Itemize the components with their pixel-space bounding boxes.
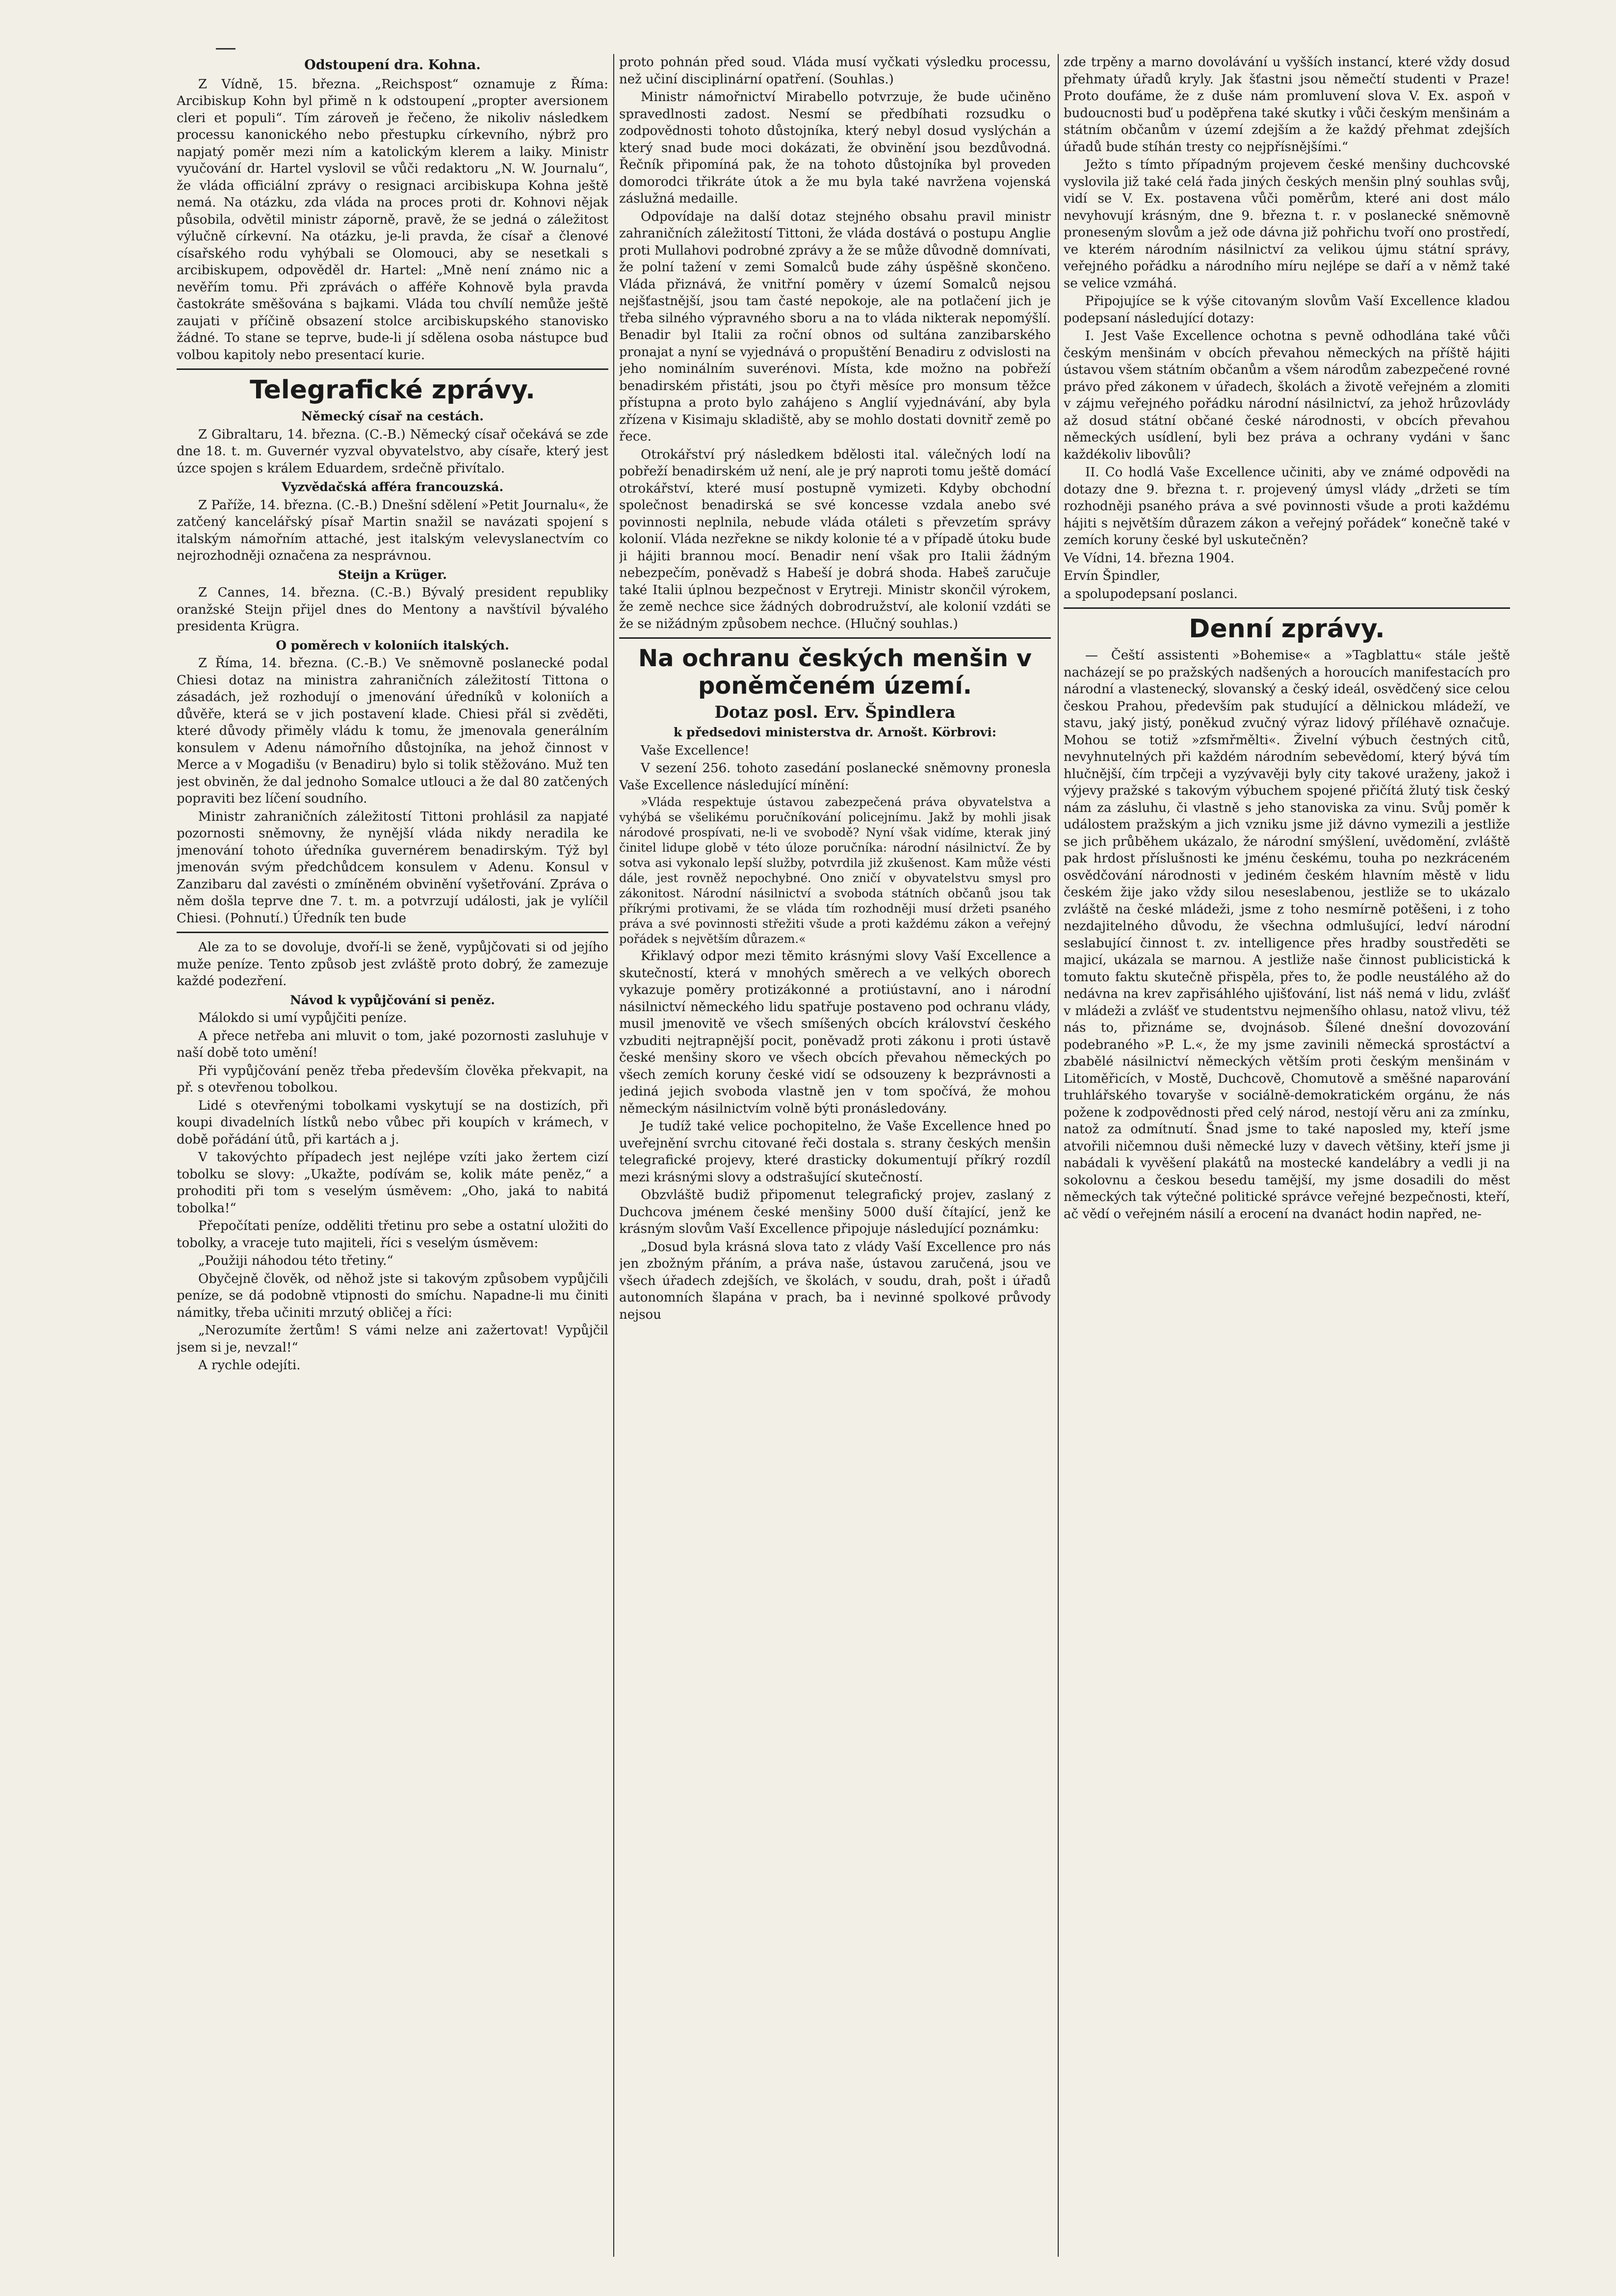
navod-paragraph: Lidé s otevřenými tobolkami vyskytují se na dostizích, při koupi divadelních lístků nebo vůbec při koupích v krámech, v době pořádání útů, při kartách a j. bbox=[177, 1098, 608, 1147]
navod-paragraph: Málokdo si umí vypůjčiti peníze. bbox=[198, 1011, 407, 1025]
heading-dotaz: Dotaz posl. Erv. Špindlera bbox=[714, 703, 956, 722]
heading-cisar: Německý císař na cestách. bbox=[301, 409, 484, 423]
navod-paragraph: A rychle odejíti. bbox=[198, 1358, 301, 1373]
article-kolonie-1: Z Říma, 14. března. (C.-B.) Ve sněmovně poslanecké podal Chiesi dotaz na ministra zahraničních záležitostí Tittona o zásadách, jež rozhodují o jmenování úředníků v koloniích a důvěře, která se v jich postavení klade. Chiesi přál si zvěděti, které důvody přiměly vládu k tomu, že jmenovala generálním konsulem v Adenu námořního důstojníka, na jehož činnost v Merce a v Mogadišu (v Benadiru) bylo si tolik stěžováno. Muž ten jest obviněn, že dal jednoho Somalce utlouci a že dal 80 zatčených popraviti bez líčení soudního. bbox=[177, 656, 608, 806]
column-3 bbox=[1064, 54, 1510, 2267]
article-kolonie-2: Ministr zahraničních záležitostí Tittoni prohlásil za napjaté pozornosti sněmovny, že nynější vláda nikdy neradila ke jmenování tohoto úředníka guvernérem benadirským. Týž byl jmenován svým předchůdcem konsulem v Adenu. Konsul v Zanzibaru dal zavésti o zmíněném obvinění vyšetřování. Zpráva o něm došla teprve dne 7. t. m. a potvrzují události, jak je vylíčil Chiesi. (Pohnutí.) Úředník ten bude bbox=[177, 809, 608, 926]
signature-name: Ervín Špindler, bbox=[1064, 569, 1161, 583]
signature-cosigners: a spolupodepsaní poslanci. bbox=[1064, 586, 1238, 601]
telegram-continued: zde trpěny a marno dovolávání u vyšších instancí, které vždy dosud přehmaty úřadů kryly. Jak šťastni jsou němečtí studenti v Praze! Proto doufáme, že z duše nám promluvení slova V. Ex. aspoň v budoucnosti buď u poděpřena také skutky i vůči českým menšinám a státním občanům v území zdejším a že každý přehmat zdejších úřadů bude stíhán tresty co nejpřísnějšími.“ bbox=[1064, 55, 1510, 155]
dotaz-date: Ve Vídni, 14. března 1904. bbox=[1064, 550, 1235, 566]
article-afera: Z Paříže, 14. března. (C.-B.) Dnešní sdělení »Petit Journalu«, že zatčený kancelářský písař Martin snažil se navázati spojení s italským námořním attaché, jest italským velevyslanectvím co nejrozhodněji označena za nesprávnou. bbox=[177, 497, 608, 563]
navod-paragraph: „Nerozumíte žertům! S vámi nelze ani zažertovat! Vypůjčil jsem si je, nevzal!“ bbox=[177, 1323, 608, 1355]
denni-article: — Čeští assistenti »Bohemise« a »Tagblattu« stále ještě nacházejí se po pražských nadšených a horoucích manifestacích pro národní a vlastenecký, slovanský a český ideál, osvědčený sice celou českou Prahou, především pak studující a dělnickou mládeží, ve stavu, jaký jistý, poněkud zvučný výraz lidový příléhavě označuje. Mohou se totiž »zfsmřmělti«. Živelní výbuch čestných citů, nevyhnutelných při každém národním sebevědomí, který bývá tím hlučnější, čím trpčeji a vyzývavěji byly city takové uraženy, jakož i výjevy pražské s takovým výbuchem spojené přičítá žlutý tisk český nám za zásluhu, či vlastně s jeho stanoviska za vinu. Svůj poměr k událostem pražským a jich vzniku jsme již dávno vymezili a jestliže se jich průběhem ukázalo, že národní smýšlení, uvědomění, zvláště pak hrdost příslušnosti ke jménu českému, touha po nezkráceném osvědčování národnosti v jediném českém hlavním městě v lidu českém žije jako vždy silou neseslabenou, jestliže se to ukázalo zvláště na české mládeži, jsme z toho nesmírně potěšeni, i z toho nezdajitelného důvodu, že všechna odmlušující, ledví národní seslabující činnost t. zv. intelligence přes hradby soustředěti se majicí, ukázala se marnou. A jestliže naše činnost publicistická k tomuto faktu skutečně přispěla, přes to, že podle neustálého až do nedávna na krev zapřisáhlého ujišťování, list náš nemá v lidu, zvlášť v mládeži a zvlášť ve studentstvu nejmenšího ohlasu, natož vlivu, též nás to, přiznáme se, dvojnásob. Šílené dnešní dovozování podebraného »P. L.«, že my jsme zavinili německá sprostáctví a zbabělé násilnictví německých větším proti českým menšinám v Litoměřicích, v Mostě, Duchcově, Chomutově a směšné naparování truhlářského tovaryše v sociálně-demokratickém orgánu, že nás požene k zodpovědnosti před celý národ, nestojí věru ani za zmínku, natož za odmítnutí. Šnad jsme to také naposled my, kteří jsme atvořili ničemnou duši německé luzy v davech většiny, kteří jsme ji nabádali k vyvěšení plakátů na mostecké kandelábry a vedli ji na sokolovnu a českou besedu tamější, my jsme dosadili do měst německých tak výtečné politické správce veřejné bezpečnosti, kteří, ač vědí o veřejném násilí a erocení na dvanáct hodin napřed, ne- bbox=[1064, 648, 1510, 1222]
dotaz-body: Křiklavý odpor mezi těmito krásnými slovy Vaší Excellence a skutečností, která v mnohých směrech a ve velkých oborech vykazuje poměry protizákonné a protiústavní, ano i národní násilnictví německého lidu spatřuje postaveno pod ochranu vlády, musil jmenovitě ve všech smíšených obcích království českého vzbuditi nejtrapnější pocit, poněvadž proti zákonu i proti ústavě české menšiny skoro ve všech obcích převahou německých po všech zemích koruny české vidí se odsouzeny k bezprávnosti a jediná jejich svoboda vlastně jen v tom spočívá, že mohou německým násilnictvím volně býti pronásledovány. bbox=[619, 949, 1051, 1116]
heading-kohn: Odstoupení dra. Kohna. bbox=[304, 57, 481, 73]
article-otrokarstvi: Otrokářství prý následkem bdělosti ital. válečných lodí na pobřeží benadirském už není, ale je prý naproti tomu ještě domácí otrokářství, které musí postupně vymizeti. Kdyby obchodní společnost benadirská se své koncesse vzdala anebo své povinnosti neplnila, nebude vláda otáleti s převzetím správy kolonií. Vláda nezřekne se nikdy kolonie té a v případě útoku bude ji hájiti brannou mocí. Benadir není však pro Italii žádným nebezpečím, poněvadž s Habeší je dobrá shoda. Habeš zaručuje také Italii úplnou bezpečnost v Erytreji. Ministr skončil výrokem, že země nechce sice žádných dobrodružství, ale kolonií vzdáti se že se nižádným způsobem nechce. (Hlučný souhlas.) bbox=[619, 447, 1051, 631]
divider bbox=[177, 932, 608, 933]
article-cisar: Z Gibraltaru, 14. března. (C.-B.) Německý císař očekává se zde dne 18. t. m. Guvernér vyzval obyvatelstvo, aby císaře, který jest úzce spojen s králem Eduardem, srdečně přivítalo. bbox=[177, 427, 608, 476]
salutation: Vaše Excellence! bbox=[641, 743, 750, 758]
heading-korber: k předsedovi ministerstva dr. Arnošt. Körbrovi: bbox=[673, 725, 997, 739]
dotaz-question-1: I. Jest Vaše Excellence ochotna s pevně odhodlána také vůči českým menšinám v obcích převahou německých na příště hájiti ústavou všem státním občanům a všem národům zabezpečené rovné právo před zákonem v úřadech, školách a životě veřejném a zlomiti v zájmu veřejného pořádku národní násilnictví, za jehož hrůzovlády až dosud státní občané české národnosti, v obcích převahou německých usídlení, byli bez práva a ochrany vydáni v šanc každékoliv libovůli? bbox=[1064, 329, 1510, 462]
navod-paragraph: A přece netřeba ani mluvit o tom, jaké pozornosti zasluhuje v naší době toto umění! bbox=[177, 1028, 608, 1060]
dotaz-body: Je tudíž také velice pochopitelno, že Vaše Excellence hned po uveřejnění svrchu citované řeči dostala s. strany českých menšin telegrafické projevy, které drasticky dokumentují příkrý rozdíl mezi krásnými slovy a odstrašující skutečností. bbox=[619, 1119, 1051, 1185]
article-steijn: Z Cannes, 14. března. (C.-B.) Bývalý president republiky oranžské Steijn přijel dnes do Mentony a navštívil bývalého presidenta Krügra. bbox=[177, 585, 608, 634]
article-tittoni: Odpovídaje na další dotaz stejného obsahu pravil ministr zahraničních záležitostí Tittoni, že vláda dostává o postupu Anglie proti Mullahovi podrobné zprávy a že se může důvodně domnívati, že polní tažení v zemi Somalců bude záhy úspěšně skončeno. Vláda přiznává, že vnitřní poměry v území Somalců nejsou nejšťastnější, jsou tam časté nepokoje, ale na potlačení jich je třeba silného výpravného sboru a na to vláda nikterak nepomýšlí. Benadir byl Italii za roční obnos od sultána zanzibarského pronajat a nyní se vyjednává o propuštění Benadiru z odvislosti na jeho nominálním suverénovi. Místa, kde možno na pobřeží benadirském přistáti, jsou po čtyři měsíce pro monsum těžce přístupna a proto bylo zahájeno s Anglií vyjednávání, aby byla zřízena v Kisimaju skladiště, aby se mohlo dostati dovnitř země po řece. bbox=[619, 209, 1051, 444]
feuilleton-intro: Ale za to se dovoluje, dvoří-li se ženě, vypůjčovati si od jejího muže peníze. Tento způsob jest zvláště proto dobrý, že zamezuje každé podezření. bbox=[177, 940, 608, 989]
column-1 bbox=[177, 54, 608, 2267]
article-kohn: Z Vídně, 15. března. „Reichspost“ oznamuje z Říma: Arcibiskup Kohn byl přimě n k odstoupení „propter aversionem cleri et populi“. Tím zároveň je řečeno, že nikoliv následkem processu kanonického nebo přestupku církevního, nýbrž pro napjatý poměr mezi ním a katolickým klerem a laiky. Ministr vyučování dr. Hartel vyslovil se vůči redaktoru „N. W. Journalu“, že vláda officiální zprávy o resignaci arcibiskupa Kohna ještě nemá. Na otázku, zda vláda na proces proti dr. Kohnovi nějak působila, odvětil ministr záporně, pravě, že se jedná o záležitost výlučně církevní. Na otázku, je-li pravda, že císař a členové císařského rodu vyhýbali se Olomouci, aby se nesetkali s arcibiskupem, odpověděl dr. Hartel: „Mně není známo nic a nevěřím tomu. Při zprávách o afféře Kohnově byla pravda častokráte směšována s bajkami. Vláda tou chvílí nemůže ještě zaujati v příčině obsazení stolce arcibiskupského stanovisko žádné. To stane se teprve, bude-li jí sdělena osoba nástupce buď volbou kapitoly nebo presentací kurie. bbox=[177, 77, 608, 363]
divider bbox=[177, 368, 608, 370]
navod-paragraph: Při vypůjčování peněz třeba především člověka překvapit, na př. s otevřenou tobolkou. bbox=[177, 1063, 608, 1095]
navod-paragraph: „Použiji náhodou této třetiny.“ bbox=[198, 1253, 393, 1268]
heading-afera: Vyzvědačská afféra francouzská. bbox=[281, 480, 504, 494]
heading-navod: Návod k vypůjčování si peněz. bbox=[290, 992, 495, 1007]
column-rule bbox=[1058, 54, 1059, 2257]
heading-steijn: Steijn a Krüger. bbox=[338, 567, 447, 582]
navod-paragraph: Přepočítati peníze, odděliti třetinu pro sebe a ostatní uložiti do tobolky, a vraceje tuto majiteli, říci s veselým úsměvem: bbox=[177, 1219, 608, 1251]
heading-mensiny: Na ochranu českých menšin v poněmčeném území. bbox=[638, 645, 1032, 700]
heading-denni: Denní zprávy. bbox=[1189, 614, 1385, 644]
navod-paragraph: V takovýchto případech jest nejlépe vzíti jako žertem cizí tobolku se slovy: „Ukažte, podívám se, kolik máte peněz,“ a prohoditi při tom s veselým úsměvem: „Oho, jaká to nabitá tobolka!“ bbox=[177, 1150, 608, 1216]
heading-telegraf: Telegrafické zprávy. bbox=[250, 375, 535, 405]
dotaz-paragraph: Ježto s tímto případným projevem české menšiny duchcovské vyslovila již také celá řada jiných českých menšin plný souhlas svůj, vidí se V. Ex. postavena vůči poměrům, které ani dost málo nevyhovují krásným, dne 9. března t. r. v poslanecké sněmovně proneseným slovům a jež ode dávna již pohřichu tvoří ono prostředí, ve kterém národním násilnictví za velikou újmu státní správy, veřejného pořádku a národního míru nejlépe se daří a v němž také se velice vzmáhá. bbox=[1064, 157, 1510, 291]
divider bbox=[619, 637, 1051, 639]
divider bbox=[1064, 607, 1510, 609]
dotaz-body: Obzvláště budiž připomenut telegrafický projev, zaslaný z Duchcova jménem české menšiny 5000 duší čítající, jenž ke krásným slovům Vaší Excellence připojuje následující poznámku: bbox=[619, 1188, 1051, 1236]
column-rule bbox=[613, 54, 614, 2257]
column-2 bbox=[619, 54, 1051, 2267]
dotaz-telegram: „Dosud byla krásná slova tato z vlády Vaší Excellence pro nás jen zbožným přáním, a práva naše, ústavou zaručená, jsou ve všech úřadech zdejších, ve školách, v soudu, drah, pošt i úřadů autonomních šlapána v prach, ba i nevinné spolkové průvody nejsou bbox=[619, 1239, 1051, 1322]
article-continued: proto pohnán před soud. Vláda musí vyčkati výsledku processu, než učiní disciplinární opatření. (Souhlas.) bbox=[619, 55, 1051, 87]
heading-kolonie: O poměrech v koloniích italských. bbox=[276, 638, 509, 652]
dotaz-quote: »Vláda respektuje ústavou zabezpečená práva obyvatelstva a vyhýbá se všelikému poručníkování policejnímu. Jakž by mohli jisak národové prospívati, ne-li ve svobodě? Nyní však vidíme, kterak jiný činitel lidupe globě v této úloze poručníka: národní násilnictví. Že by sotva asi vykonalo lepší služby, potvrdila již zkušenost. Kam může vésti dále, jest rovněž nepochybné. Ono zničí v obyvatelstvu smysl pro zákonitost. Národní násilnictví a svoboda státních občanů jsou tak příkrými protivami, že se vláda tím rozhodněji musí držeti psaného práva a své povinnosti střežiti všude a proti každému zákon a veřejný pořádek s největším důrazem.« bbox=[619, 795, 1051, 946]
dotaz-question-2: II. Co hodlá Vaše Excellence učiniti, aby ve známé odpovědi na dotazy dne 9. března t. r. projevený úmysl vlády „držeti se tím rozhodněji psaného práva a své povinnosti všude a proti každému hájiti s největším důrazem zákon a veřejný pořádek“ konečně také v zemích koruny české byl uskutečněn? bbox=[1064, 465, 1510, 548]
dotaz-intro: V sezení 256. tohoto zasedání poslanecké sněmovny pronesla Vaše Excellence následující mínění: bbox=[619, 761, 1051, 793]
article-mirabello: Ministr námořnictví Mirabello potvrzuje, že bude učiněno spravedlnosti zadost. Nesmí se předbíhati rozsudku o zodpovědnosti tohoto důstojníka, který nebyl dosud vyslýchán a který snad bude moci dokázati, že obvinění jsou bezdůvodná. Řečník připomíná pak, že na tohoto důstojníka byl proveden domorodci třikráte útok a že mu byla také navržena vojenská záslužná medaille. bbox=[619, 90, 1051, 206]
top-mark bbox=[216, 48, 235, 50]
navod-paragraph: Obyčejně člověk, od něhož jste si takovým způsobem vypůjčili peníze, se dá podobně vtipnosti do smíchu. Napadne-li mu činiti námitky, třeba učiniti mrzutý obličej a říci: bbox=[177, 1271, 608, 1320]
dotaz-paragraph: Připojujíce se k výše citovaným slovům Vaší Excellence kladou podepsaní následující dotazy: bbox=[1064, 294, 1510, 326]
